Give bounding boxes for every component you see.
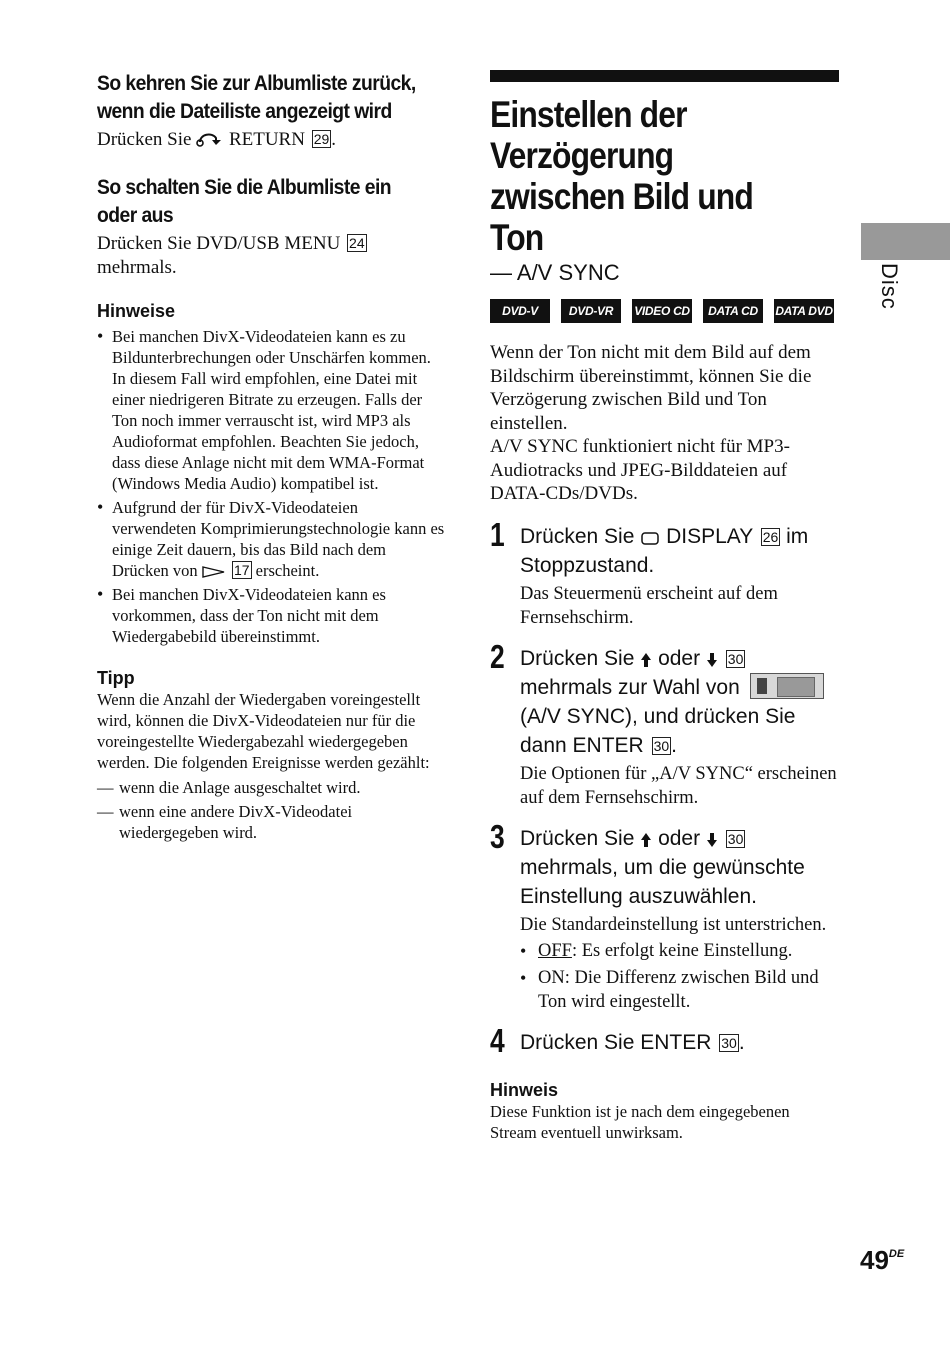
list-item: — wenn eine andere DivX-Videodatei wiedergegeben wird. (97, 801, 445, 843)
button-number-24: 24 (349, 235, 365, 251)
return-icon (196, 130, 224, 148)
badge-dvd-vr: DVD-VR (561, 299, 621, 323)
list-item: — wenn die Anlage ausgeschaltet wird. (97, 777, 445, 798)
intro-text: Wenn der Ton nicht mit dem Bild auf dem Bildschirm übereinstimmt, können Sie die Verzögerung zwischen Bild und Ton einstellen. A/V SYNC funktioniert nicht für MP3-Audiotracks und JPEG-Bilddateien auf DATA-CDs/DVDs. (490, 342, 812, 504)
disc-type-badges (490, 299, 840, 323)
badge-data-cd: DATA CD (703, 299, 763, 323)
section-tab (861, 223, 950, 260)
step-number: 2 (490, 637, 505, 675)
step-number: 3 (490, 817, 505, 855)
list-item: • ON: Die Differenz zwischen Bild und Ton wird eingestellt. (520, 966, 840, 1014)
left-column (97, 70, 445, 846)
arrow-up-icon (640, 652, 652, 668)
section-text-album-return: Drücken Sie RETURN 29 . (97, 129, 337, 150)
button-number-30: 30 (727, 650, 744, 667)
badge-video-cd: VIDEO CD (632, 299, 692, 323)
arrow-down-icon (706, 832, 718, 848)
button-number-26: 26 (762, 528, 779, 545)
tipp-list (97, 777, 445, 843)
step-3: 3 Drücken Sie oder 30 mehrmals, um die gewünschte Einstellung auszuwählen. Die Standardeinstellung ist unterstrichen. • OFF: Es erfolgt keine Einstellung. • ON: Die Differenz zwischen Bild und Ton wird eingestellt. (490, 824, 840, 1014)
step-4: 4 Drücken Sie ENTER 30. (490, 1021, 745, 1059)
button-number-30: 30 (727, 830, 744, 847)
button-number-30: 30 (653, 737, 670, 754)
tipp-heading: Tipp (97, 668, 135, 688)
page-number: 49DE (860, 1245, 905, 1275)
list-item: • OFF: Es erfolgt keine Einstellung. (520, 939, 840, 963)
list-item: • Bei manchen DivX-Videodateien kann es zu Bildunterbrechungen oder Unschärfen kommen. In diesem Fall wird empfohlen, eine Datei mit einer niedrigeren Bitrate zu erzeugen. Falls der Ton noch immer verrauscht ist, wird MP3 als Audioformat empfohlen. Beachten Sie jedoch, dass diese Anlage nicht mit dem WMA-Format (Windows Media Audio) kompatibel ist. (97, 326, 445, 494)
display-icon (640, 530, 660, 546)
hinweis-heading: Hinweis (490, 1079, 559, 1100)
section-title-album-return: So kehren Sie zur Albumliste zurück, wenn die Dateiliste angezeigt wird (97, 72, 416, 123)
arrow-down-icon (706, 652, 718, 668)
step-3-description: Die Standardeinstellung ist unterstrichen. (520, 914, 827, 935)
button-number-30: 30 (721, 1034, 737, 1051)
section-title-album-toggle: So schalten Sie die Albumliste ein oder aus (97, 176, 392, 227)
play-icon (202, 565, 226, 579)
button-number-17: 17 (233, 562, 250, 578)
list-item: • Aufgrund der für DivX-Videodateien verwendeten Komprimierungstechnologie kann es einige Zeit dauern, bis das Bild nach dem Drücken von 17 erscheint. (97, 497, 445, 581)
button-number-29: 29 (313, 131, 330, 147)
step-1-description: Das Steuermenü erscheint auf dem Fernsehschirm. (520, 583, 778, 628)
step-2: 2 Drücken Sie oder 30 mehrmals zur Wahl von (A/V SYNC), und drücken Sie dann ENTER 30. Die Optionen für „A/V SYNC“ erscheinen auf dem Fernsehschirm. (490, 644, 840, 810)
section-label: Disc (877, 263, 902, 310)
step-1: 1 Drücken Sie DISPLAY 26 im Stoppzustand. Das Steuermenü erscheint auf dem Fernsehschirm. (490, 522, 840, 630)
step-2-description: Die Optionen für „A/V SYNC“ erscheinen auf dem Fernsehschirm. (520, 763, 837, 808)
hinweis-text: Diese Funktion ist je nach dem eingegebenen Stream eventuell unwirksam. (490, 1101, 790, 1142)
title-rule (490, 70, 839, 82)
page-subtitle: — A/V SYNC (490, 260, 620, 285)
step-number: 1 (490, 515, 505, 553)
step-number: 4 (490, 1021, 505, 1059)
arrow-up-icon (640, 832, 652, 848)
badge-dvd-v: DVD-V (490, 299, 550, 323)
tipp-text: Wenn die Anzahl der Wiedergaben voreingestellt wird, können die DivX-Videodateien nur für die voreingestellte Wiedergabezahl wiedergegeben werden. Die folgenden Ereignisse werden gezählt: (97, 690, 430, 772)
badge-data-dvd: DATA DVD (774, 299, 834, 323)
av-sync-menu-icon (750, 673, 824, 699)
options-list (520, 939, 840, 1014)
page-title: Einstellen der Verzögerung zwischen Bild und Ton (490, 94, 753, 258)
right-column (490, 70, 840, 1143)
hinweise-heading: Hinweise (97, 301, 176, 321)
section-text-album-toggle: Drücken Sie DVD/USB MENU 24 mehrmals. (97, 233, 365, 278)
list-item: • Bei manchen DivX-Videodateien kann es vorkommen, dass der Ton nicht mit dem Wiedergabebild übereinstimmt. (97, 584, 445, 647)
hinweise-list (97, 326, 445, 647)
